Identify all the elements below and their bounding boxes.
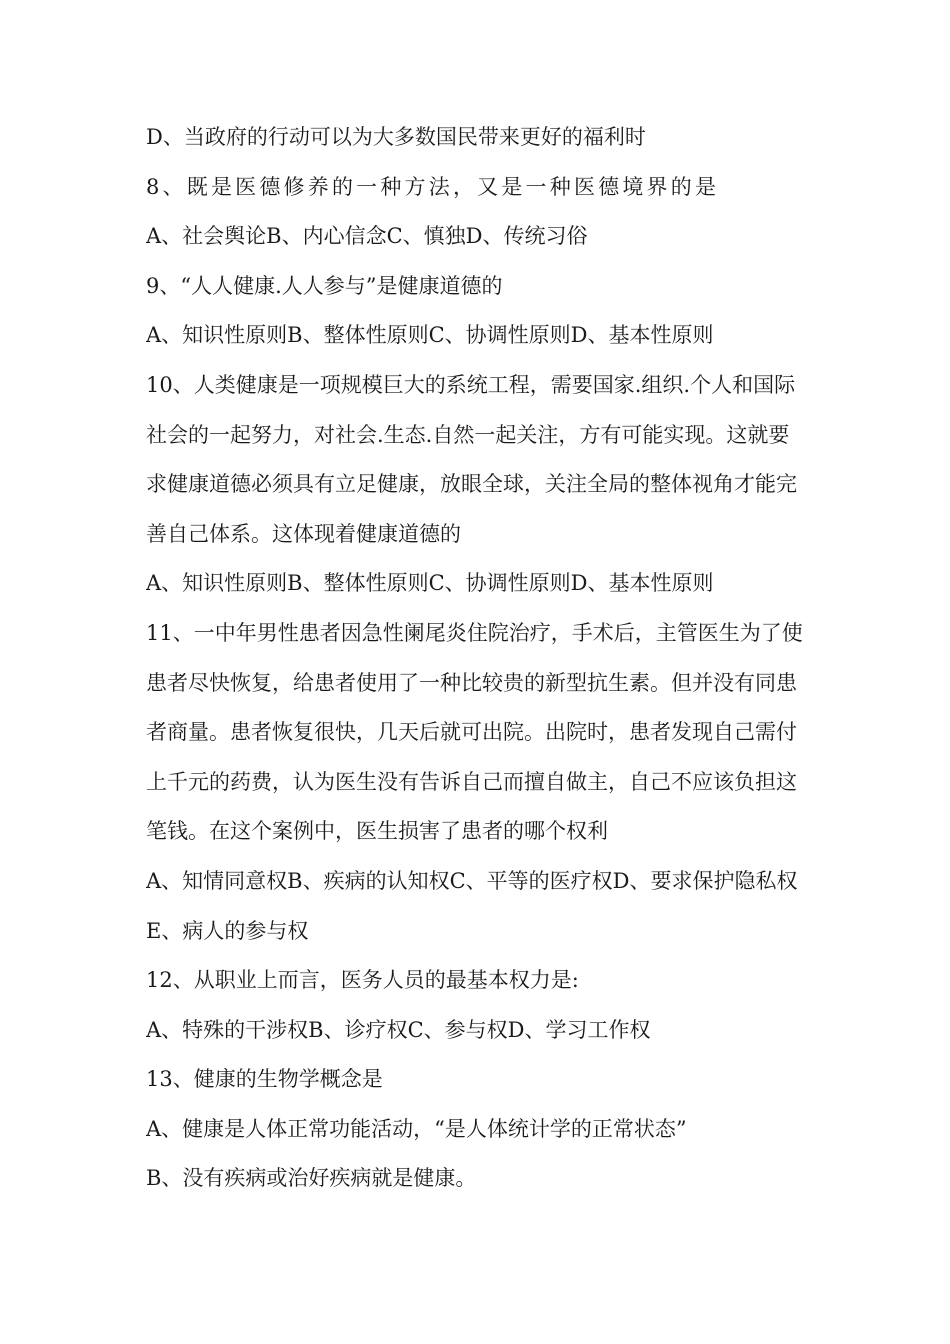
- question-13: 13、健康的生物学概念是: [146, 1067, 383, 1092]
- question-12: 12、从职业上而言，医务人员的最基本权力是:: [146, 968, 579, 993]
- answer-options: E、病人的参与权: [146, 918, 309, 943]
- answer-options: A、健康是人体正常功能活动，“是人体统计学的正常状态”: [146, 1116, 687, 1141]
- question-11: 11、一中年男性患者因急性阑尾炎住院治疗，手术后，主管医生为了使: [146, 620, 803, 645]
- text-line: 善自己体系。这体现着健康道德的: [146, 521, 461, 546]
- text-line: 社会的一起努力，对社会.生态.自然一起关注，方有可能实现。这就要: [146, 422, 790, 447]
- answer-options: A、知情同意权B、疾病的认知权C、平等的医疗权D、要求保护隐私权: [146, 868, 798, 893]
- text-line: D、当政府的行动可以为大多数国民带来更好的福利时: [146, 125, 646, 149]
- text-line: 求健康道德必须具有立足健康，放眼全球，关注全局的整体视角才能完: [146, 472, 797, 497]
- text-line: 患者尽快恢复，给患者使用了一种比较贵的新型抗生素。但并没有同患: [146, 670, 797, 695]
- answer-options: B、没有疾病或治好疾病就是健康。: [146, 1166, 477, 1191]
- answer-options: A、知识性原则B、整体性原则C、协调性原则D、基本性原则: [146, 571, 714, 596]
- answer-options: A、特殊的干涉权B、诊疗权C、参与权D、学习工作权: [146, 1017, 651, 1042]
- answer-options: A、知识性原则B、整体性原则C、协调性原则D、基本性原则: [146, 323, 714, 348]
- text-line: 者商量。患者恢复很快，几天后就可出院。出院时，患者发现自己需付: [146, 720, 797, 745]
- question-10: 10、人类健康是一项规模巨大的系统工程，需要国家.组织.个人和国际: [146, 372, 796, 397]
- text-line: 笔钱。在这个案例中，医生损害了患者的哪个权利: [146, 819, 608, 844]
- question-8: 8、既是医德修养的一种方法，又是一种医德境界的是: [146, 174, 720, 199]
- answer-options: A、社会舆论B、内心信念C、慎独D、传统习俗: [146, 224, 588, 249]
- question-9: 9、“人人健康.人人参与”是健康道德的: [146, 273, 503, 298]
- document-body: [146, 113, 810, 1204]
- text-line: 上千元的药费，认为医生没有告诉自己而擅自做主，自己不应该负担这: [146, 769, 797, 794]
